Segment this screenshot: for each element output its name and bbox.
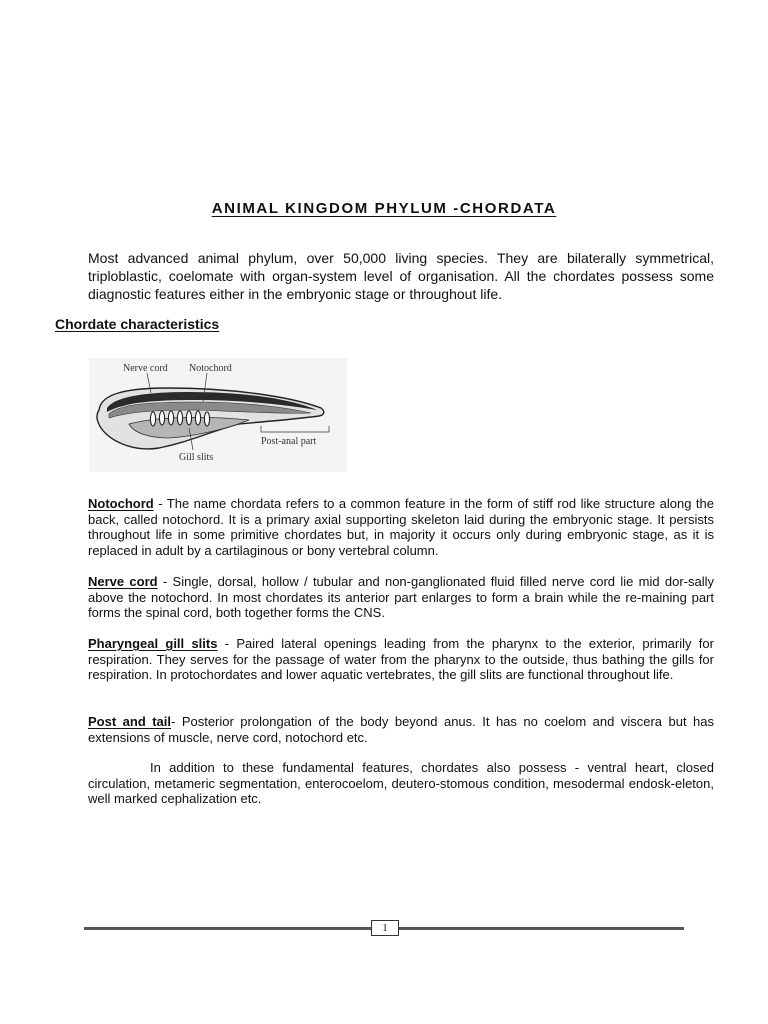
chordate-diagram [89,358,347,472]
post-tail-text: - Posterior prolongation of the body beyond anus. It has no coelom and viscera but has extensions of muscle, nerve cord, notochord etc. [88,714,714,745]
post-tail-paragraph [88,714,714,745]
page-number: 1 [371,920,399,936]
page-title-text: ANIMAL KINGDOM PHYLUM -CHORDATA [211,200,557,217]
closing-paragraph: In addition to these fundamental features, chordates also possess - ventral heart, closed circulation, metameric segmentation, enterocoelom, deutero-stomous condition, mesodermal endosk-eleton, well marked cephalization etc. [88,760,714,806]
nerve-cord-text: - Single, dorsal, hollow / tubular and non-ganglionated fluid filled nerve cord lie mid dor-sally above the notochord. In most chordates its anterior part enlarges to form a brain while the re-maining part forms the spinal cord, both together forms the CNS. [88,574,714,620]
gill-slits-label: Gill slits [179,452,214,463]
post-anal-label: Post-anal part [261,436,317,447]
notochord-term: Notochord [88,496,154,511]
chordate-diagram-svg [89,358,347,472]
notochord-text: - The name chordata refers to a common feature in the form of stiff rod like structure along the back, called notochord. It is a primary axial supporting skeleton laid during the embryonic stage. It persists throughout life in some primitive chordates but, in majority it occurs only during embryonic stage, as it is replaced in adult by a cartilaginous or bony vertebral column. [88,496,714,558]
section-heading: Chordate characteristics [55,316,220,332]
nerve-cord-term: Nerve cord [88,574,158,589]
post-tail-term: Post and tail [88,714,172,729]
gill-slits-term: Pharyngeal gill slits [88,636,218,651]
notochord-paragraph [88,496,714,558]
gill-slits-text: - Paired lateral openings leading from the pharynx to the exterior, primarily for respiration. They serves for the passage of water from the pharynx to the outside, thus bathing the gills for respiration. In protochordates and lower aquatic vertebrates, the gill slits are functional throughout life. [88,636,714,682]
notochord-label: Notochord [189,363,232,374]
intro-paragraph: Most advanced animal phylum, over 50,000 living species. They are bilaterally symmetrical, triploblastic, coelomate with organ-system level of organisation. All the chordates possess some diagnostic features either in the embryonic stage or throughout life. [88,250,714,302]
nerve-cord-paragraph [88,574,714,621]
nerve-cord-label: Nerve cord [123,363,168,374]
page-title [0,184,768,221]
gill-slits-paragraph [88,636,714,683]
